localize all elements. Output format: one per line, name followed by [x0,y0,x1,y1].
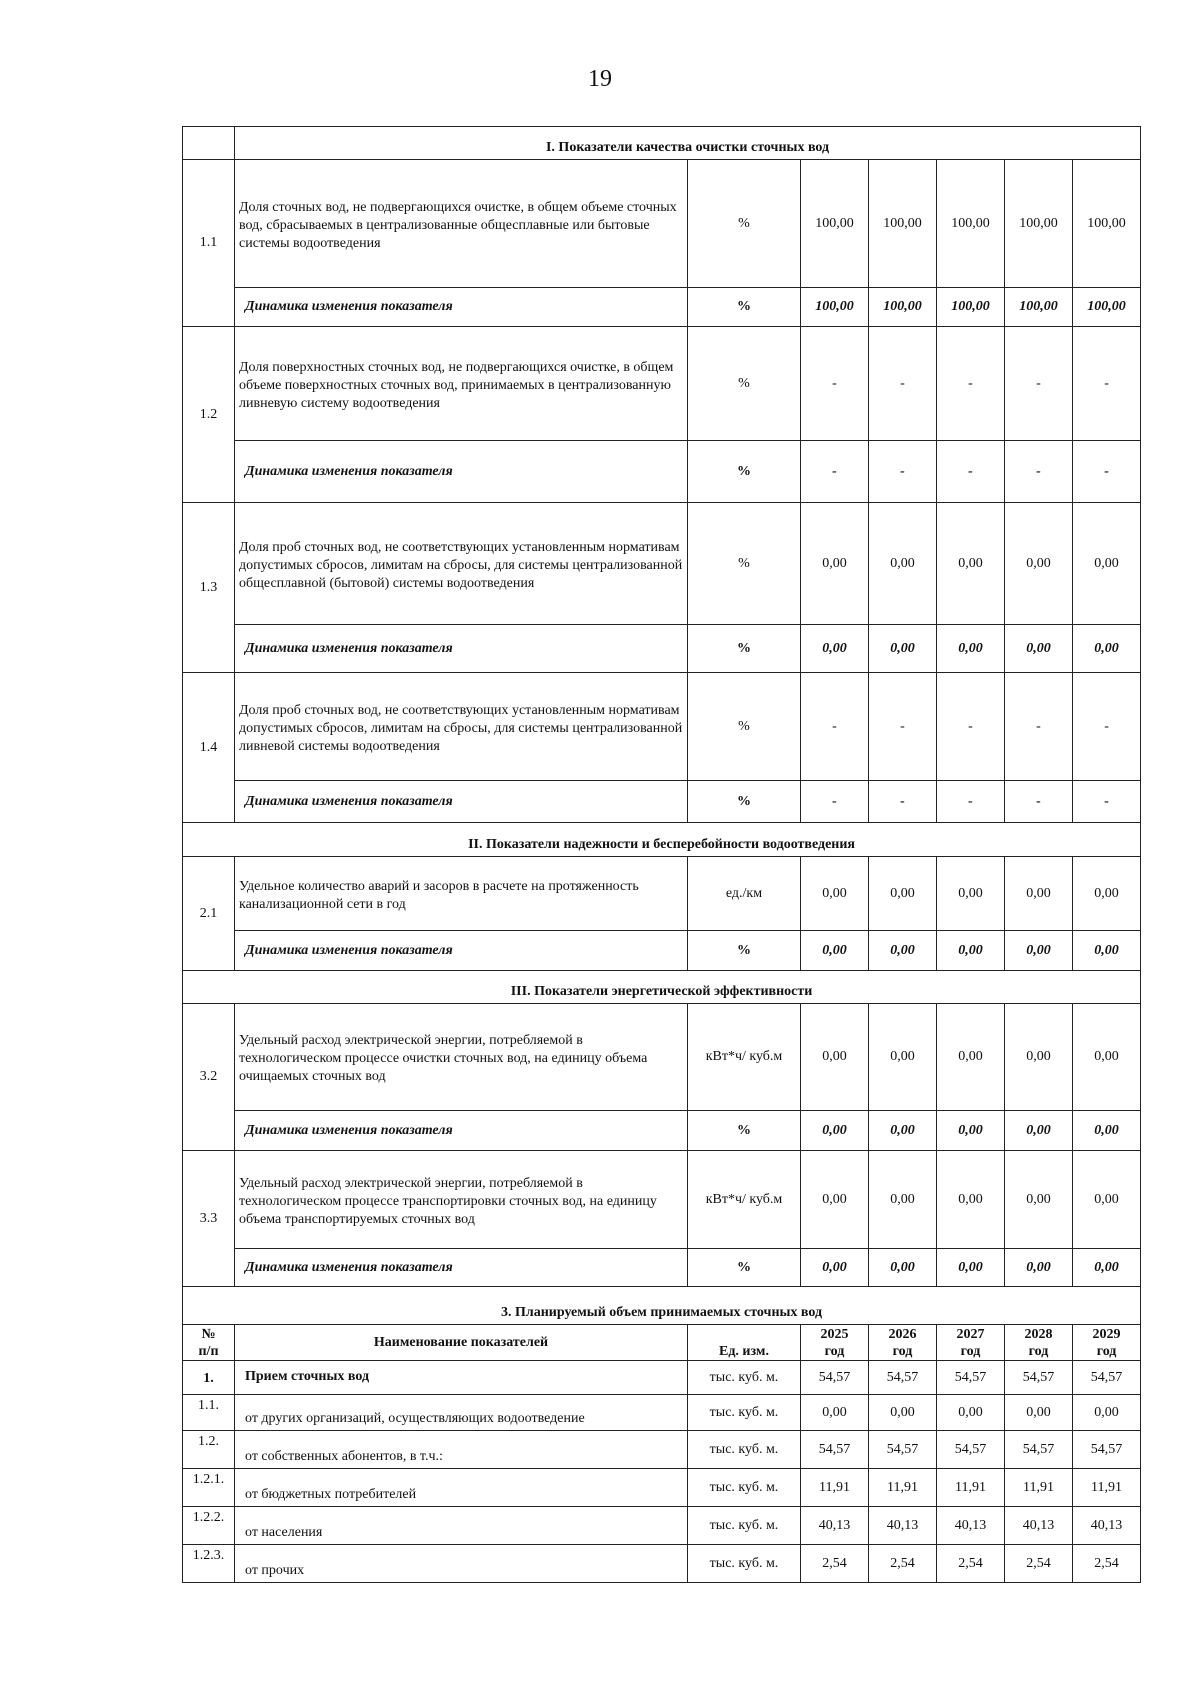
value-2028: 54,57 [1005,1361,1073,1395]
dynamics-label: Динамика изменения показателя [235,288,688,327]
section-title: III. Показатели энергетической эффективности [183,971,1141,1004]
value-2026: 0,00 [869,1151,937,1249]
value-2027: 0,00 [937,857,1005,931]
dynamics-value-2028: 0,00 [1005,1249,1073,1287]
unit: тыс. куб. м. [688,1507,801,1545]
dynamics-label: Динамика изменения показателя [235,931,688,971]
value-2029: 11,91 [1073,1469,1141,1507]
unit: % [688,781,801,823]
unit: % [688,1111,801,1151]
value-2026: 2,54 [869,1545,937,1583]
section-title: II. Показатели надежности и бесперебойности водоотведения [183,823,1141,857]
row-number: 1.1. [183,1395,235,1431]
column-header-year: 2029 год [1073,1325,1141,1361]
unit: % [688,160,801,288]
dynamics-value-2027: 100,00 [937,288,1005,327]
value-2026: 54,57 [869,1361,937,1395]
unit: тыс. куб. м. [688,1545,801,1583]
value-2028: 11,91 [1005,1469,1073,1507]
value-2029: 0,00 [1073,1395,1141,1431]
row-number: 2.1 [183,857,235,971]
value-2026: 0,00 [869,1004,937,1111]
value-2027: - [937,673,1005,781]
dynamics-value-2028: - [1005,441,1073,503]
value-2026: 0,00 [869,1395,937,1431]
row-number: 1. [183,1361,235,1395]
unit: тыс. куб. м. [688,1469,801,1507]
value-2028: - [1005,327,1073,441]
value-2025: 40,13 [801,1507,869,1545]
dynamics-label: Динамика изменения показателя [235,1249,688,1287]
row-number: 1.2 [183,327,235,503]
value-2029: 0,00 [1073,857,1141,931]
dynamics-value-2027: 0,00 [937,931,1005,971]
unit: кВт*ч/ куб.м [688,1004,801,1111]
column-header-number: № п/п [183,1325,235,1361]
volume-row [183,1507,1141,1545]
value-2027: 54,57 [937,1361,1005,1395]
unit: % [688,625,801,673]
section-header-row [183,1287,1141,1325]
value-2027: 40,13 [937,1507,1005,1545]
indicator-name: от бюджетных потребителей [235,1469,688,1507]
unit: % [688,1249,801,1287]
indicator-row [183,673,1141,781]
section-header-row [183,127,1141,160]
value-2025: 2,54 [801,1545,869,1583]
dynamics-row [183,1111,1141,1151]
value-2025: 0,00 [801,857,869,931]
indicator-description: Доля поверхностных сточных вод, не подвергающихся очистке, в общем объеме поверхностных сточных вод, принимаемых в централизованную ливневую систему водоотведения [235,327,688,441]
volume-header-row [183,1325,1141,1361]
dynamics-value-2025: 0,00 [801,1249,869,1287]
value-2025: - [801,327,869,441]
value-2027: 54,57 [937,1431,1005,1469]
value-2028: 54,57 [1005,1431,1073,1469]
dynamics-value-2028: 0,00 [1005,1111,1073,1151]
value-2028: 0,00 [1005,1004,1073,1111]
value-2026: 0,00 [869,857,937,931]
dynamics-value-2028: - [1005,781,1073,823]
row-number: 3.2 [183,1004,235,1151]
indicator-name: от населения [235,1507,688,1545]
value-2028: 0,00 [1005,1151,1073,1249]
dynamics-row [183,625,1141,673]
value-2028: 0,00 [1005,857,1073,931]
unit: ед./км [688,857,801,931]
section-header-row [183,971,1141,1004]
dynamics-value-2027: - [937,441,1005,503]
value-2025: - [801,673,869,781]
value-2025: 0,00 [801,1395,869,1431]
dynamics-value-2025: 0,00 [801,1111,869,1151]
dynamics-value-2029: - [1073,781,1141,823]
dynamics-label: Динамика изменения показателя [235,781,688,823]
dynamics-value-2028: 0,00 [1005,625,1073,673]
indicator-description: Доля сточных вод, не подвергающихся очистке, в общем объеме сточных вод, сбрасываемых в централизованные общесплавные или бытовые системы водоотведения [235,160,688,288]
unit: тыс. куб. м. [688,1361,801,1395]
page-number: 19 [588,66,612,92]
value-2029: 0,00 [1073,1004,1141,1111]
indicator-row [183,857,1141,931]
value-2028: 40,13 [1005,1507,1073,1545]
section-header-row [183,823,1141,857]
value-2028: 100,00 [1005,160,1073,288]
value-2025: 0,00 [801,503,869,625]
unit: тыс. куб. м. [688,1431,801,1469]
indicator-row [183,1004,1141,1111]
value-2029: 0,00 [1073,503,1141,625]
value-2027: 0,00 [937,1395,1005,1431]
dynamics-value-2029: 0,00 [1073,625,1141,673]
dynamics-value-2029: 0,00 [1073,1111,1141,1151]
value-2025: 54,57 [801,1361,869,1395]
value-2025: 11,91 [801,1469,869,1507]
value-2026: - [869,327,937,441]
section-title: 3. Планируемый объем принимаемых сточных вод [183,1287,1141,1325]
indicator-description: Доля проб сточных вод, не соответствующих установленным нормативам допустимых сбросов, лимитам на сбросы, для системы централизованной общесплавной (бытовой) системы водоотведения [235,503,688,625]
dynamics-value-2027: 0,00 [937,1111,1005,1151]
value-2025: 0,00 [801,1004,869,1111]
value-2025: 100,00 [801,160,869,288]
unit: кВт*ч/ куб.м [688,1151,801,1249]
value-2026: - [869,673,937,781]
row-number: 1.2.1. [183,1469,235,1507]
column-header-year: 2026 год [869,1325,937,1361]
dynamics-value-2025: 0,00 [801,625,869,673]
value-2028: 0,00 [1005,503,1073,625]
indicator-description: Удельное количество аварий и засоров в расчете на протяженность канализационной сети в год [235,857,688,931]
dynamics-row [183,931,1141,971]
value-2026: 100,00 [869,160,937,288]
value-2027: 0,00 [937,503,1005,625]
unit: % [688,288,801,327]
dynamics-value-2027: 0,00 [937,625,1005,673]
unit: % [688,441,801,503]
value-2029: 2,54 [1073,1545,1141,1583]
dynamics-value-2026: 0,00 [869,1249,937,1287]
dynamics-value-2025: 100,00 [801,288,869,327]
value-2027: 100,00 [937,160,1005,288]
indicator-name: от прочих [235,1545,688,1583]
value-2028: 0,00 [1005,1395,1073,1431]
unit: тыс. куб. м. [688,1395,801,1431]
dynamics-value-2026: 0,00 [869,931,937,971]
dynamics-value-2029: 0,00 [1073,931,1141,971]
dynamics-value-2026: 0,00 [869,625,937,673]
value-2026: 54,57 [869,1431,937,1469]
row-number: 1.3 [183,503,235,673]
value-2029: 40,13 [1073,1507,1141,1545]
value-2028: - [1005,673,1073,781]
column-header-unit: Ед. изм. [688,1325,801,1361]
row-number: 1.2.2. [183,1507,235,1545]
indicator-row [183,327,1141,441]
value-2029: - [1073,673,1141,781]
indicator-name: Прием сточных вод [235,1361,688,1395]
dynamics-row [183,1249,1141,1287]
section-title: I. Показатели качества очистки сточных вод [235,127,1141,160]
value-2025: 54,57 [801,1431,869,1469]
column-header-year: 2027 год [937,1325,1005,1361]
dynamics-value-2027: - [937,781,1005,823]
value-2027: 2,54 [937,1545,1005,1583]
value-2027: 0,00 [937,1151,1005,1249]
value-2026: 11,91 [869,1469,937,1507]
dynamics-label: Динамика изменения показателя [235,1111,688,1151]
value-2029: 54,57 [1073,1431,1141,1469]
unit: % [688,673,801,781]
value-2029: 54,57 [1073,1361,1141,1395]
dynamics-value-2029: 0,00 [1073,1249,1141,1287]
dynamics-value-2029: 100,00 [1073,288,1141,327]
dynamics-row [183,441,1141,503]
row-number: 1.2. [183,1431,235,1469]
indicators-table [182,126,1141,1583]
dynamics-value-2025: - [801,441,869,503]
value-2026: 0,00 [869,503,937,625]
dynamics-label: Динамика изменения показателя [235,625,688,673]
volume-row [183,1431,1141,1469]
column-header-year: 2025 год [801,1325,869,1361]
dynamics-value-2028: 100,00 [1005,288,1073,327]
indicator-row [183,503,1141,625]
volume-row [183,1395,1141,1431]
value-2029: 0,00 [1073,1151,1141,1249]
row-number: 1.2.3. [183,1545,235,1583]
value-2025: 0,00 [801,1151,869,1249]
dynamics-value-2029: - [1073,441,1141,503]
dynamics-label: Динамика изменения показателя [235,441,688,503]
volume-row [183,1361,1141,1395]
unit: % [688,327,801,441]
column-header-year: 2028 год [1005,1325,1073,1361]
dynamics-value-2026: 100,00 [869,288,937,327]
indicator-description: Удельный расход электрической энергии, потребляемой в технологическом процессе очистки сточных вод, на единицу объема очищаемых сточных вод [235,1004,688,1111]
row-number: 1.1 [183,160,235,327]
dynamics-value-2026: - [869,781,937,823]
dynamics-value-2026: - [869,441,937,503]
value-2029: - [1073,327,1141,441]
column-header-name: Наименование показателей [235,1325,688,1361]
dynamics-row [183,781,1141,823]
volume-row [183,1469,1141,1507]
indicator-name: от других организаций, осуществляющих водоотведение [235,1395,688,1431]
value-2026: 40,13 [869,1507,937,1545]
value-2029: 100,00 [1073,160,1141,288]
unit: % [688,503,801,625]
dynamics-value-2025: 0,00 [801,931,869,971]
dynamics-value-2027: 0,00 [937,1249,1005,1287]
row-number: 1.4 [183,673,235,823]
indicator-row [183,1151,1141,1249]
unit: % [688,931,801,971]
value-2027: 0,00 [937,1004,1005,1111]
volume-row [183,1545,1141,1583]
value-2027: 11,91 [937,1469,1005,1507]
indicator-name: от собственных абонентов, в т.ч.: [235,1431,688,1469]
indicator-row [183,160,1141,288]
dynamics-value-2026: 0,00 [869,1111,937,1151]
dynamics-value-2028: 0,00 [1005,931,1073,971]
value-2028: 2,54 [1005,1545,1073,1583]
dynamics-value-2025: - [801,781,869,823]
dynamics-row [183,288,1141,327]
row-number: 3.3 [183,1151,235,1287]
value-2027: - [937,327,1005,441]
indicator-description: Доля проб сточных вод, не соответствующих установленным нормативам допустимых сбросов, лимитам на сбросы, для системы централизованной ливневой системы водоотведения [235,673,688,781]
indicator-description: Удельный расход электрической энергии, потребляемой в технологическом процессе транспортировки сточных вод, на единицу объема транспортируемых сточных вод [235,1151,688,1249]
